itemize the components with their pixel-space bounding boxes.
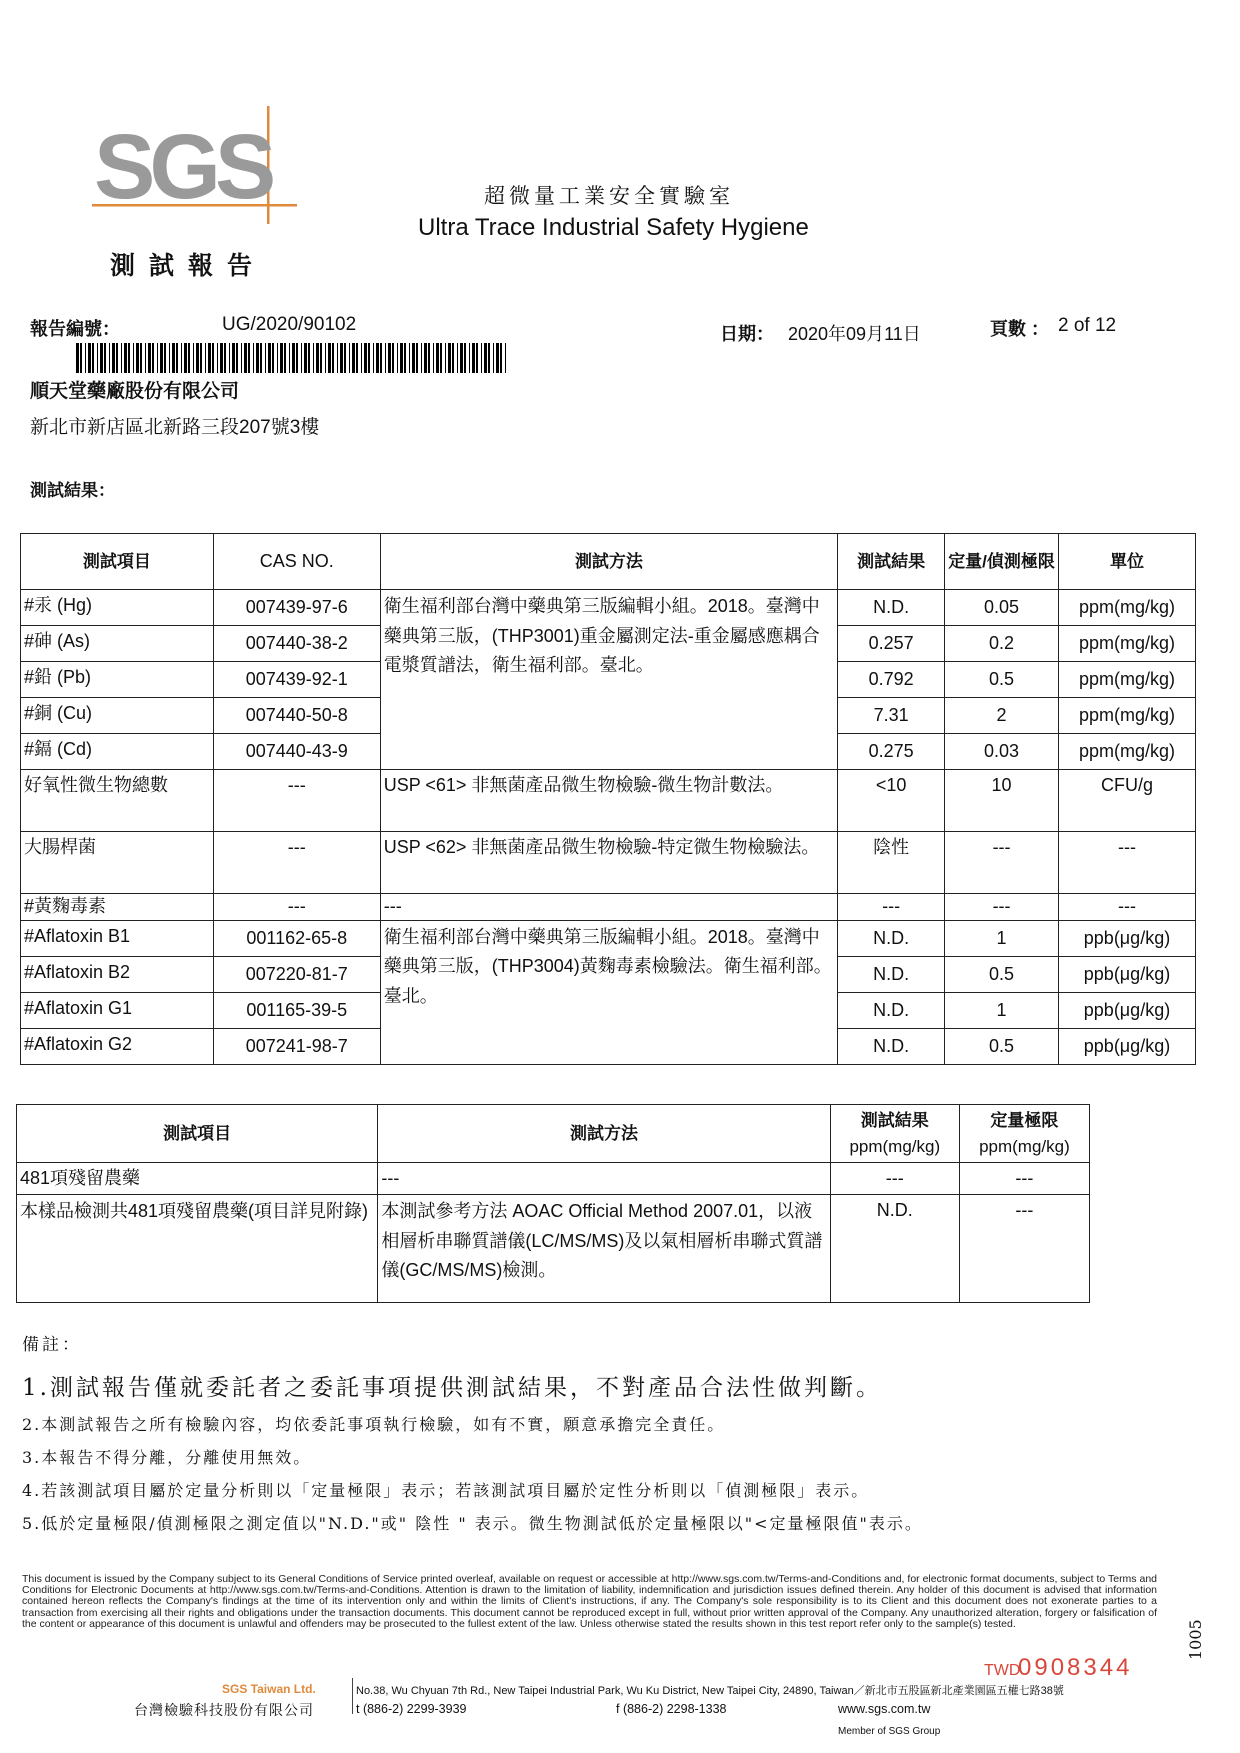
cell-item: 481項殘留農藥	[17, 1163, 378, 1195]
cell-cas: ---	[213, 894, 380, 921]
cell-limit: ---	[945, 832, 1059, 894]
cell-cas: 007241-98-7	[213, 1028, 380, 1064]
th-result: 測試結果	[838, 534, 945, 590]
client-address: 新北市新店區北新路三段207號3樓	[30, 417, 320, 438]
cell-unit: ppb(μg/kg)	[1059, 956, 1196, 992]
cell-limit: 2	[945, 698, 1059, 734]
cell-method: USP <61> 非無菌產品微生物檢驗-微生物計數法。	[380, 770, 837, 832]
disclaimer: This document is issued by the Company subject to its General Conditions of Service printed overleaf, available on request or accessible at http://www.sgs.com.tw/Terms-and-Conditions and, for electronic format documents, subject to Terms and Conditions for Electronic Documents at http://www.sgs.com.tw/Terms-and-Conditions. Attention is drawn to the limitation of liability, indemnification and jurisdiction issues defined therein. Any holder of this document is advised that information contained hereon reflects the Company's findings at the time of its intervention only and within the limits of Client's instructions, if any. The Company's sole responsibility is to its Client and this document does not exonerate parties to a transaction from exercising all their rights and obligations under the transaction documents. This document cannot be reproduced except in full, without prior written approval of the Company. Any unauthorized alteration, forgery or falsification of the content or appearance of this document is unlawful and offenders may be prosecuted to the fullest extent of the law. Unless otherwise stated the results shown in this test report refer only to the sample(s) tested.	[22, 1573, 1157, 1630]
cell-method-aflatoxin: 衛生福利部台灣中藥典第三版編輯小組。2018。臺灣中藥典第三版，(THP3004)黃麴毒素檢驗法。衛生福利部。臺北。	[380, 920, 837, 1064]
table-row	[21, 770, 1196, 832]
table-row	[17, 1163, 1090, 1195]
table-row	[21, 894, 1196, 921]
results-label: 測試結果：	[30, 481, 115, 501]
cell-cas: ---	[213, 770, 380, 832]
cell-cas: 007439-97-6	[213, 590, 380, 626]
cell-limit: 1	[945, 920, 1059, 956]
cell-unit: ---	[1059, 894, 1196, 921]
th-item: 測試項目	[17, 1105, 378, 1163]
cell-unit: ppm(mg/kg)	[1059, 590, 1196, 626]
side-number: 1005	[1186, 1619, 1205, 1660]
cell-limit: 10	[945, 770, 1059, 832]
table-row	[21, 920, 1196, 956]
notes	[22, 1330, 923, 1534]
cell-unit: ppm(mg/kg)	[1059, 662, 1196, 698]
th-cas: CAS NO.	[213, 534, 380, 590]
th-limit-unit: ppm(mg/kg)	[979, 1136, 1070, 1156]
pesticide-table	[16, 1104, 1090, 1303]
cell-item: #Aflatoxin B2	[21, 956, 214, 992]
cell-result: 陰性	[838, 832, 945, 894]
report-date: 2020年09月11日	[788, 324, 921, 344]
cell-unit: CFU/g	[1059, 770, 1196, 832]
th-method: 測試方法	[380, 534, 837, 590]
th-result-label: 測試結果	[860, 1111, 929, 1130]
cell-cas: 007440-38-2	[213, 626, 380, 662]
cell-result: 0.257	[838, 626, 945, 662]
cell-limit: ---	[959, 1195, 1089, 1303]
serial-prefix: TWD	[984, 1662, 1021, 1679]
report-title: 測試報告	[110, 251, 267, 280]
cell-limit: 1	[945, 992, 1059, 1028]
page-number: 2 of 12	[1058, 315, 1117, 336]
cell-result: N.D.	[838, 1028, 945, 1064]
cell-unit: ppm(mg/kg)	[1059, 698, 1196, 734]
cell-result: 0.275	[838, 734, 945, 770]
svg-text:SGS: SGS	[94, 116, 271, 218]
cell-result: 0.792	[838, 662, 945, 698]
cell-result: N.D.	[838, 590, 945, 626]
cell-item: #汞 (Hg)	[21, 590, 214, 626]
cell-item: #Aflatoxin G2	[21, 1028, 214, 1064]
table-row	[17, 1195, 1090, 1303]
cell-cas: 007440-43-9	[213, 734, 380, 770]
cell-method: ---	[378, 1163, 830, 1195]
th-limit: 定量/偵測極限	[945, 534, 1059, 590]
cell-unit: ---	[1059, 832, 1196, 894]
cell-cas: 001162-65-8	[213, 920, 380, 956]
th-unit: 單位	[1059, 534, 1196, 590]
company-fax: f (886-2) 2298-1338	[616, 1702, 727, 1716]
cell-unit: ppm(mg/kg)	[1059, 734, 1196, 770]
cell-result: ---	[838, 894, 945, 921]
company-address: No.38, Wu Chyuan 7th Rd., New Taipei Industrial Park, Wu Ku District, New Taipei City, 24890, Taiwan／新北市五股區新北產業園區五權七路38號	[356, 1685, 1064, 1697]
cell-method: USP <62> 非無菌產品微生物檢驗-特定微生物檢驗法。	[380, 832, 837, 894]
cell-item: 大腸桿菌	[21, 832, 214, 894]
cell-item: #砷 (As)	[21, 626, 214, 662]
notes-label: 備註：	[22, 1335, 82, 1355]
th-item: 測試項目	[21, 534, 214, 590]
cell-item: 本樣品檢測共481項殘留農藥(項目詳見附錄)	[17, 1195, 378, 1303]
cell-limit: 0.05	[945, 590, 1059, 626]
cell-cas: 001165-39-5	[213, 992, 380, 1028]
cell-limit: 0.03	[945, 734, 1059, 770]
report-no: UG/2020/90102	[222, 314, 357, 335]
cell-result: N.D.	[838, 956, 945, 992]
cell-cas: 007439-92-1	[213, 662, 380, 698]
cell-method: 本測試參考方法 AOAC Official Method 2007.01，以液相層析串聯質譜儀(LC/MS/MS)及以氣相層析串聯式質譜儀(GC/MS/MS)檢測。	[378, 1195, 830, 1303]
cell-item: #鎘 (Cd)	[21, 734, 214, 770]
cell-unit: ppb(μg/kg)	[1059, 992, 1196, 1028]
cell-result: N.D.	[838, 992, 945, 1028]
cell-limit: ---	[959, 1163, 1089, 1195]
cell-result: N.D.	[830, 1195, 959, 1303]
cell-cas: 007220-81-7	[213, 956, 380, 992]
results-table	[20, 533, 1196, 1065]
th-limit	[959, 1105, 1089, 1163]
cell-item: #Aflatoxin G1	[21, 992, 214, 1028]
report-no-label: 報告編號：	[30, 319, 120, 339]
cell-item: #鉛 (Pb)	[21, 662, 214, 698]
cell-method: ---	[380, 894, 837, 921]
company-en: SGS Taiwan Ltd.	[222, 1682, 316, 1696]
cell-limit: 0.2	[945, 626, 1059, 662]
cell-result: N.D.	[838, 920, 945, 956]
date-label: 日期：	[720, 324, 774, 344]
member-text: Member of SGS Group	[838, 1726, 941, 1737]
company-tel: t (886-2) 2299-3939	[356, 1702, 467, 1716]
company-web[interactable]: www.sgs.com.tw	[838, 1702, 931, 1716]
cell-item: #Aflatoxin B1	[21, 920, 214, 956]
cell-unit: ppm(mg/kg)	[1059, 626, 1196, 662]
lab-name-en: Ultra Trace Industrial Safety Hygiene	[418, 214, 809, 241]
cell-cas: ---	[213, 832, 380, 894]
note-5: 5.低於定量極限/偵測極限之測定值以"N.D."或" 陰性 " 表示。微生物測試低於定量極限以"<定量極限值"表示。	[22, 1514, 923, 1533]
cell-item: 好氧性微生物總數	[21, 770, 214, 832]
cell-unit: ppb(μg/kg)	[1059, 920, 1196, 956]
client-name: 順天堂藥廠股份有限公司	[30, 381, 240, 402]
note-2: 2.本測試報告之所有檢驗內容，均依委託事項執行檢驗，如有不實，願意承擔完全責任。	[22, 1415, 726, 1434]
table-row	[21, 590, 1196, 626]
cell-item: #黃麴毒素	[21, 894, 214, 921]
table-row	[21, 832, 1196, 894]
footer-divider	[352, 1678, 353, 1714]
cell-method-metals: 衛生福利部台灣中藥典第三版編輯小組。2018。臺灣中藥典第三版，(THP3001)重金屬測定法-重金屬感應耦合電漿質譜法，衛生福利部。臺北。	[380, 590, 837, 770]
sgs-logo	[92, 106, 302, 224]
cell-result: 7.31	[838, 698, 945, 734]
page-label: 頁數 ：	[990, 319, 1050, 339]
th-method: 測試方法	[378, 1105, 830, 1163]
company-zh: 台灣檢驗科技股份有限公司	[134, 1702, 314, 1718]
th-limit-label: 定量極限	[990, 1111, 1059, 1130]
note-1: 1.測試報告僅就委託者之委託事項提供測試結果，不對產品合法性做判斷。	[22, 1375, 882, 1401]
cell-result: <10	[838, 770, 945, 832]
cell-result: ---	[830, 1163, 959, 1195]
th-result-unit: ppm(mg/kg)	[849, 1136, 941, 1156]
cell-limit: 0.5	[945, 1028, 1059, 1064]
serial-number: 0908344	[1018, 1654, 1133, 1681]
barcode	[76, 343, 511, 373]
note-4: 4.若該測試項目屬於定量分析則以「定量極限」表示；若該測試項目屬於定性分析則以「偵測極限」表示。	[22, 1481, 870, 1500]
th-result	[830, 1105, 959, 1163]
cell-limit: ---	[945, 894, 1059, 921]
cell-limit: 0.5	[945, 956, 1059, 992]
cell-item: #銅 (Cu)	[21, 698, 214, 734]
note-3: 3.本報告不得分離，分離使用無效。	[22, 1448, 312, 1467]
cell-unit: ppb(μg/kg)	[1059, 1028, 1196, 1064]
lab-name-zh: 超微量工業安全實驗室	[484, 184, 734, 208]
cell-limit: 0.5	[945, 662, 1059, 698]
cell-cas: 007440-50-8	[213, 698, 380, 734]
